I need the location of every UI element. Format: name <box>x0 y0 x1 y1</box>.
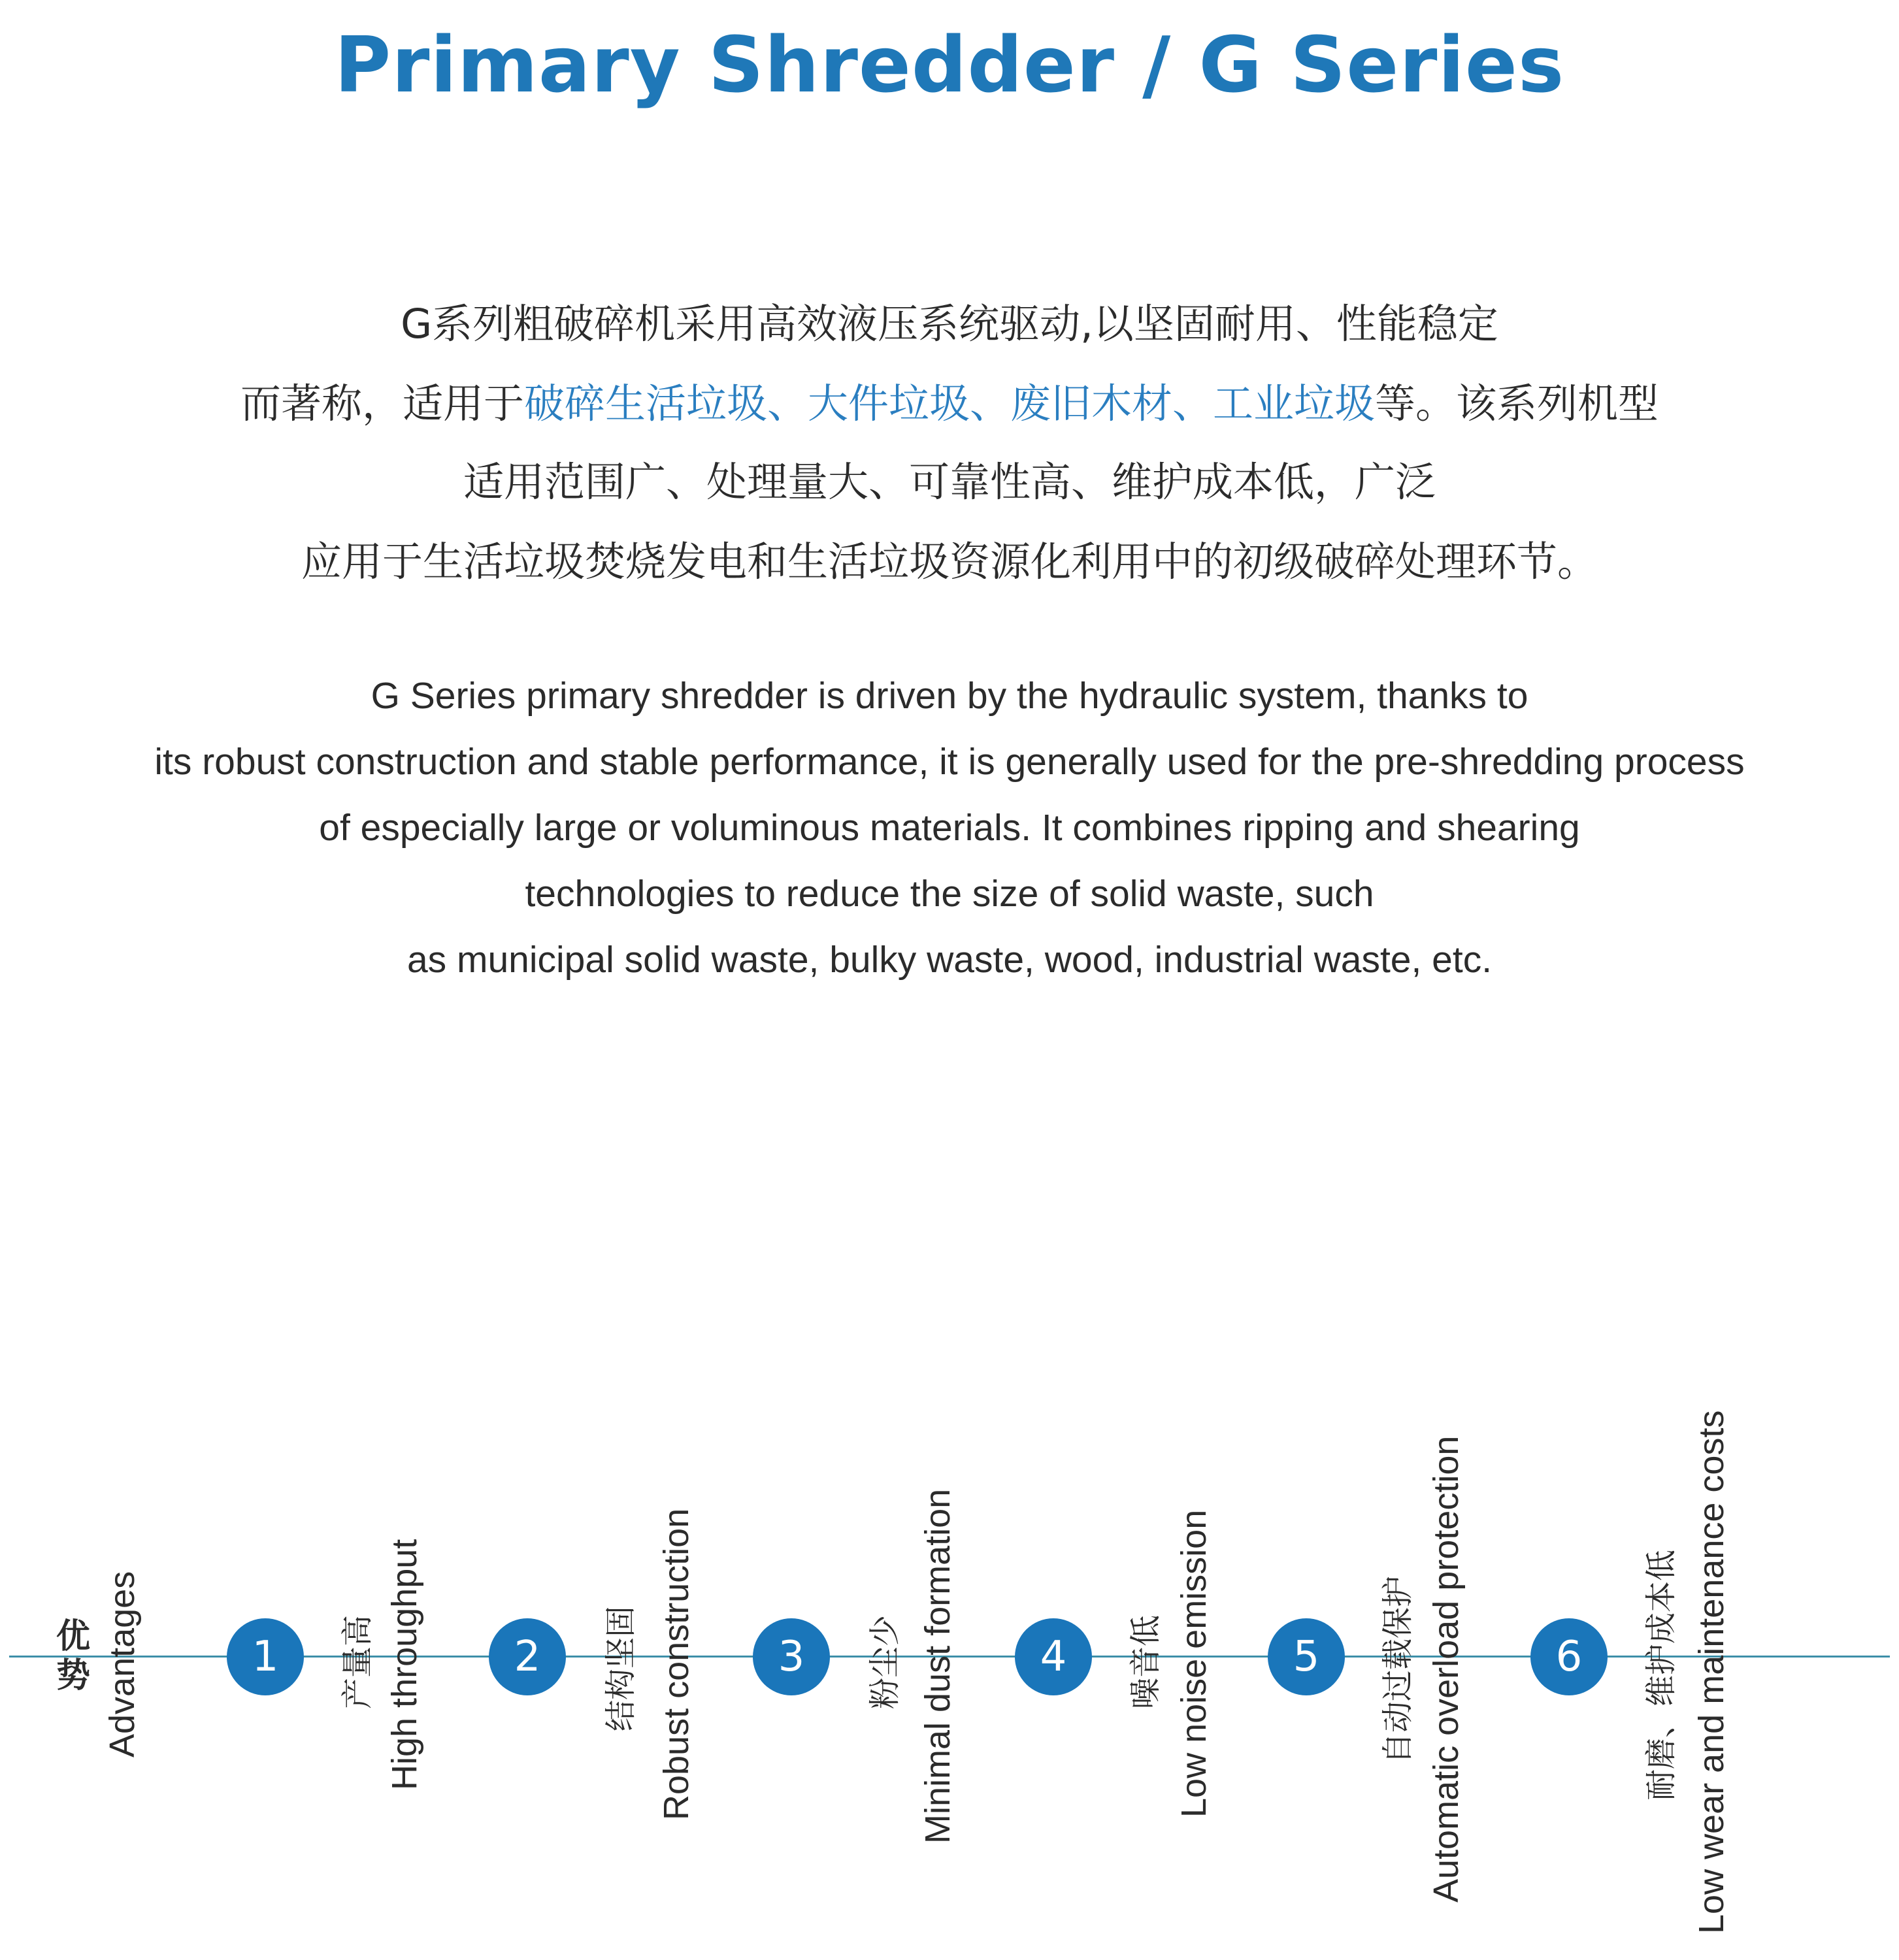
advantage-4-en: Low noise emission <box>1174 1509 1214 1818</box>
zh-description-line-3: 适用范围广、处理量大、可靠性高、维护成本低，广泛 <box>463 458 1436 506</box>
advantage-1-zh: 产量高 <box>339 1614 376 1709</box>
advantage-6-zh: 耐磨、维护成本低 <box>1643 1549 1679 1801</box>
advantage-number-1: 1 <box>227 1618 304 1695</box>
advantage-number-2: 2 <box>489 1618 566 1695</box>
zh-line2-suffix: 等。该系列机型 <box>1375 380 1659 427</box>
zh-line2-highlight: 破碎生活垃圾、大件垃圾、废旧木材、工业垃圾 <box>523 380 1375 427</box>
zh-description-line-2 <box>0 378 1899 430</box>
en-description-line-5: as municipal solid waste, bulky waste, wood, industrial waste, etc. <box>406 939 1493 981</box>
zh-line2-prefix: 而著称，适用于 <box>240 380 524 427</box>
zh-description-line-4: 应用于生活垃圾焚烧发电和生活垃圾资源化利用中的初级破碎处理环节。 <box>301 538 1598 585</box>
advantages-label-en: Advantages <box>103 1571 142 1757</box>
advantage-2-zh: 结构坚固 <box>603 1605 639 1731</box>
advantage-4-zh: 噪音低 <box>1127 1614 1164 1709</box>
zh-description-line-1: G系列粗破碎机采用高效液压系统驱动,以坚固耐用、性能稳定 <box>401 300 1498 348</box>
advantage-3-zh: 粉尘少 <box>867 1614 903 1709</box>
advantage-number-3: 3 <box>753 1618 830 1695</box>
en-description-line-4: technologies to reduce the size of solid waste, such <box>525 873 1374 915</box>
advantage-1-en: High throughput <box>385 1539 424 1790</box>
advantages-label-zh: 优势 <box>56 1617 90 1695</box>
en-description-line-3: of especially large or voluminous materials. It combines ripping and shearing <box>319 807 1580 849</box>
page-title: Primary Shredder / G Series <box>334 20 1565 110</box>
advantage-5-zh: 自动过载保护 <box>1379 1575 1416 1764</box>
advantage-3-en: Minimal dust formation <box>918 1488 957 1844</box>
advantage-5-en: Automatic overload protection <box>1427 1435 1466 1903</box>
advantage-number-6: 6 <box>1530 1618 1608 1695</box>
advantage-number-4: 4 <box>1015 1618 1092 1695</box>
en-description-line-1: G Series primary shredder is driven by the hydraulic system, thanks to <box>371 675 1528 717</box>
advantage-number-5: 5 <box>1268 1618 1345 1695</box>
en-description-line-2: its robust construction and stable performance, it is generally used for the pre-shredding process <box>154 741 1745 783</box>
advantage-2-en: Robust construction <box>657 1508 696 1820</box>
advantage-6-en: Low wear and maintenance costs <box>1692 1410 1731 1934</box>
